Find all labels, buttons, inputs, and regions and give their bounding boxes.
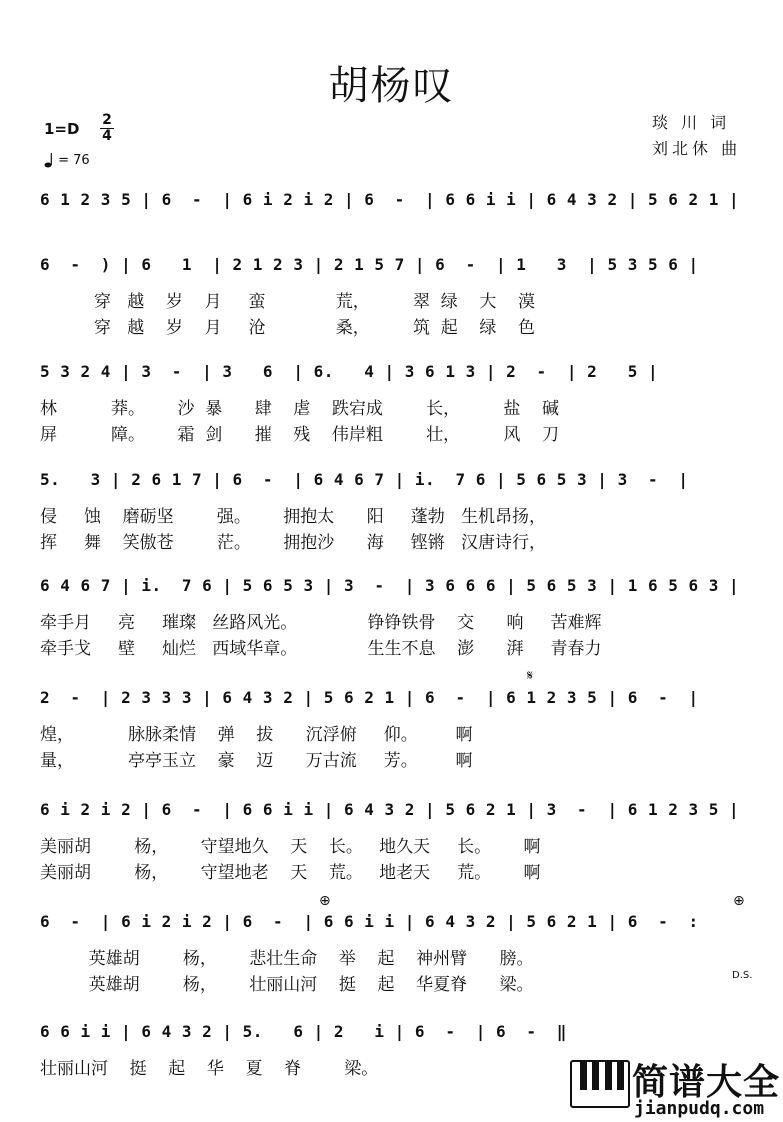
staff-system bbox=[40, 800, 745, 883]
segno-icon: 𝄋 bbox=[527, 668, 534, 684]
site-logo bbox=[570, 1058, 782, 1122]
coda-icon: ⊕ bbox=[319, 893, 331, 909]
staff-system bbox=[40, 190, 745, 210]
time-sig-bottom: 4 bbox=[102, 128, 112, 144]
staff-system bbox=[40, 576, 745, 659]
notation-line: 2 - | 2 3 3 3 | 6 4 3 2 | 5 6 2 1 | 6 - | 6 1 2 3 5 | 6 - | bbox=[40, 688, 699, 707]
notation-line: 5. 3 | 2 6 1 7 | 6 - | 6 4 6 7 | i. 7 6 | 5 6 5 3 | 3 - | bbox=[40, 470, 689, 489]
lyric-line: 屏 障。 霜 剑 摧 残 伟岸粗 壮， 风 刀 bbox=[40, 425, 559, 445]
lyric-line: 壮丽山河 挺 起 华 夏 脊 梁。 bbox=[40, 1059, 379, 1079]
lyric-line: 牵手月 亮 璀璨 丝路风光。 铮铮铁骨 交 响 苦难辉 bbox=[40, 613, 602, 633]
notation-line: 6 i 2 i 2 | 6 - | 6 6 i i | 6 4 3 2 | 5 6 2 1 | 3 - | 6 1 2 3 5 | bbox=[40, 800, 740, 819]
tempo-value: = 76 bbox=[58, 153, 90, 168]
logo-title: 简谱大全 bbox=[632, 1062, 781, 1103]
key-signature: 1=D bbox=[44, 120, 80, 138]
piano-icon bbox=[570, 1060, 630, 1108]
coda-icon: ⊕ bbox=[733, 893, 745, 909]
logo-url: jianpudq.com bbox=[634, 1098, 765, 1119]
notation-line: 5 3 2 4 | 3 - | 3 6 | 6. 4 | 3 6 1 3 | 2 - | 2 5 | bbox=[40, 362, 659, 381]
lyric-line: 穿 越 岁 月 蛮 荒， 翠 绿 大 漠 bbox=[40, 292, 536, 312]
lyric-line: 美丽胡 杨， 守望地久 天 长。 地久天 长。 啊 bbox=[40, 837, 541, 857]
ds-marking: D.S. bbox=[732, 970, 753, 981]
lyricist-credit: 琰 川 词 bbox=[652, 113, 731, 132]
lyric-line: 量， 亭亭玉立 豪 迈 万古流 芳。 啊 bbox=[40, 751, 473, 771]
staff-system bbox=[40, 362, 745, 445]
notation-line: 6 - | 6 i 2 i 2 | 6 - | 6 6 i i | 6 4 3 2 | 5 6 2 1 | 6 - : bbox=[40, 912, 699, 931]
lyric-line: 侵 蚀 磨砺坚 强。 拥抱太 阳 蓬勃 生机昂扬， bbox=[40, 507, 546, 527]
lyric-line: 煌， 脉脉柔情 弹 拔 沉浮俯 仰。 啊 bbox=[40, 725, 473, 745]
tempo-marking bbox=[44, 152, 90, 168]
notation-line: 6 - ) | 6 1 | 2 1 2 3 | 2 1 5 7 | 6 - | 1 3 | 5 3 5 6 | bbox=[40, 255, 699, 274]
lyric-line: 穿 越 岁 月 沧 桑， 筑 起 绿 色 bbox=[40, 318, 536, 338]
quarter-note-icon bbox=[44, 152, 54, 168]
notation-line: 6 6 i i | 6 4 3 2 | 5. 6 | 2 i | 6 - | 6 - ‖ bbox=[40, 1022, 567, 1041]
notation-line: 6 1 2 3 5 | 6 - | 6 i 2 i 2 | 6 - | 6 6 i i | 6 4 3 2 | 5 6 2 1 | bbox=[40, 190, 740, 209]
staff-system bbox=[40, 1022, 745, 1079]
staff-system bbox=[40, 470, 745, 553]
time-sig-top: 2 bbox=[102, 112, 112, 128]
staff-system bbox=[40, 688, 745, 771]
lyric-line: 英雄胡 杨， 壮丽山河 挺 起 华夏脊 梁。 bbox=[40, 975, 534, 995]
lyric-line: 挥 舞 笑傲苍 茫。 拥抱沙 海 铿锵 汉唐诗行， bbox=[40, 533, 546, 553]
time-signature bbox=[100, 113, 114, 144]
lyric-line: 林 莽。 沙 暴 肆 虐 跌宕成 长， 盐 碱 bbox=[40, 399, 559, 419]
notation-line: 6 4 6 7 | i. 7 6 | 5 6 5 3 | 3 - | 3 6 6 6 | 5 6 5 3 | 1 6 5 6 3 | bbox=[40, 576, 740, 595]
lyric-line: 英雄胡 杨， 悲壮生命 举 起 神州臂 膀。 bbox=[40, 949, 534, 969]
lyric-line: 美丽胡 杨， 守望地老 天 荒。 地老天 荒。 啊 bbox=[40, 863, 541, 883]
staff-system bbox=[40, 255, 745, 338]
composer-credit: 刘北休 曲 bbox=[652, 139, 742, 158]
song-title: 胡杨叹 bbox=[328, 63, 455, 109]
lyric-line: 牵手戈 壁 灿烂 西域华章。 生生不息 澎 湃 青春力 bbox=[40, 639, 602, 659]
